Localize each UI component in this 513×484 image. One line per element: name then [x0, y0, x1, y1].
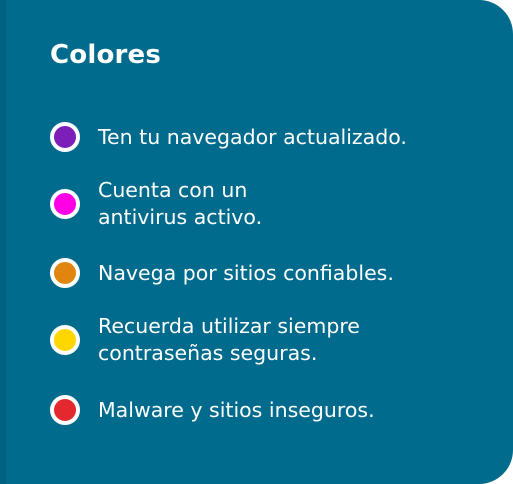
legend-item — [50, 395, 375, 425]
legend-item-label — [98, 260, 394, 287]
legend-item-line: Cuenta con un — [98, 178, 248, 202]
legend-item — [50, 122, 407, 152]
legend-item-line: contraseñas seguras. — [98, 341, 318, 365]
orange-dot-icon — [50, 258, 80, 288]
magenta-dot-icon — [50, 189, 80, 219]
legend-item — [50, 177, 262, 231]
yellow-dot-icon — [50, 325, 80, 355]
legend-item-label — [98, 397, 375, 424]
legend-item-label — [98, 177, 262, 231]
legend-item-line: antivirus activo. — [98, 205, 263, 229]
legend-item-line: Navega por sitios confiables. — [98, 260, 394, 285]
legend-item-line: Ten tu navegador actualizado. — [98, 124, 407, 149]
legend-item — [50, 258, 394, 288]
legend-item-label — [98, 313, 360, 367]
legend-item-line: Recuerda utilizar siempre — [98, 314, 360, 338]
panel-title: Colores — [50, 40, 162, 70]
red-dot-icon — [50, 395, 80, 425]
legend-item — [50, 313, 360, 367]
purple-dot-icon — [50, 122, 80, 152]
legend-item-line: Malware y sitios inseguros. — [98, 397, 375, 422]
legend-item-label — [98, 124, 407, 151]
